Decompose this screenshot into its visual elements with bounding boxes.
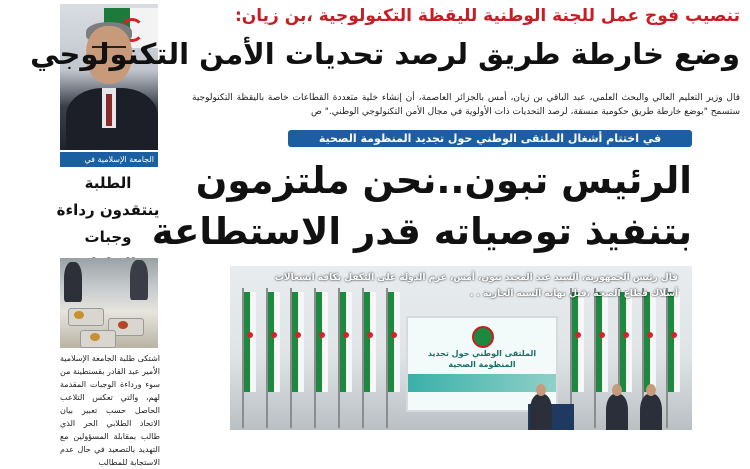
screen-title: الملتقى الوطني حول تجديد المنظومة الصحية bbox=[427, 349, 537, 369]
feature-tag: في اختتام أشغال الملتقى الوطني حول تجديد المنظومة الصحية bbox=[288, 130, 692, 147]
feature-title-line-2: بتنفيذ توصياته قدر الاستطاعة bbox=[151, 210, 692, 253]
students-cafeteria-photo bbox=[60, 258, 158, 348]
left-column-headline: الطلبة ينتقدون رداءة وجبات bbox=[56, 174, 160, 246]
conference-photo bbox=[230, 266, 692, 430]
photo-caption-text: قال رئيس الجمهورية، السيد عبد المجيد تبون، أمس، عزم الدولة على التكفل بكافة انشغالات أسلاك قطاع الصحة ،قبل نهاية السنة الجارية . . bbox=[274, 273, 678, 299]
left-column-body: اشتكى طلبة الجامعة الإسلامية الأمير عبد القادر بقسنطينة من سوء ورداءة الوجبات المقدمة لهم، والتي تعكس التلاعب الحاصل حسب تعبير بيان الاتحاد الطلابي الحر الذي طالب بمقابلة المسؤولين مع التهديد بالتصعيد في حال عدم الاستجابة للمطالب bbox=[60, 354, 160, 467]
forum-emblem-icon bbox=[472, 326, 494, 348]
left-section-label: الجامعة الإسلامية في قسنطينة bbox=[60, 152, 158, 167]
feature-title-line-1: الرئيس تبون..نحن ملتزمون bbox=[195, 159, 692, 202]
top-story-lede: قال وزير التعليم العالي والبحث العلمي، عبد الباقي بن زيان، أمس بالجزائر العاصمة، أن إنشاء خلية متعددة القطاعات خاصة باليقظة التكنولوجية ستسمح "بوضع خارطة طريق حكومية منسقة، لرصد التحديات ذات الأولوية في مجال الأمن التكنولوجي الوطني." ص bbox=[192, 93, 740, 117]
top-story-headline: وضع خارطة طريق لرصد تحديات الأمن التكنولوجي bbox=[30, 37, 740, 71]
top-story-kicker: تنصيب فوج عمل للجنة الوطنية لليقظة التكنولوجية ،بن زيان: bbox=[234, 6, 740, 26]
photo-caption bbox=[254, 270, 678, 302]
